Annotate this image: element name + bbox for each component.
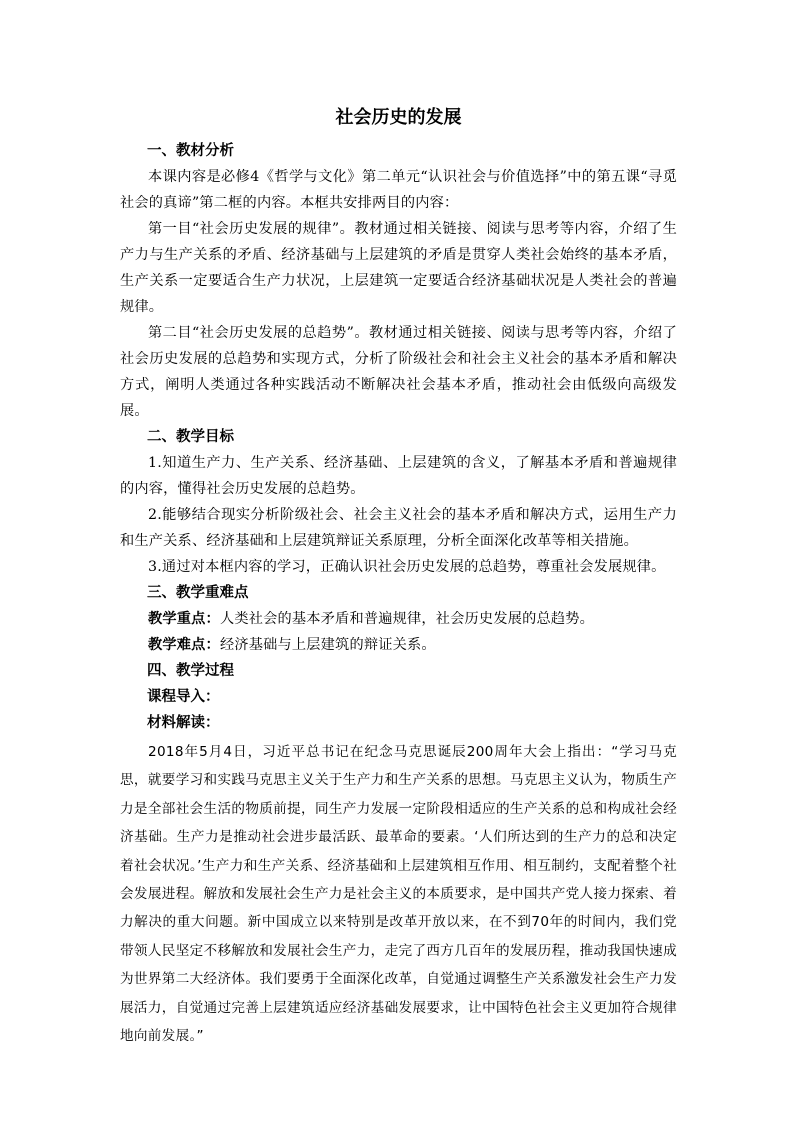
- material-reading-label: 材料解读：: [147, 714, 220, 731]
- difficult-point-label: 教学难点：: [148, 637, 220, 653]
- goal-item: 1.知道生产力、生产关系、经济基础、上层建筑的含义，了解基本矛盾和普遍规律的内容，懂得社会历史发展的总趋势。: [120, 455, 677, 497]
- material-quote: 2018年5月4日，习近平总书记在纪念马克思诞辰200周年大会上指出：“学习马克思，就要学习和实践马克思主义关于生产力和生产关系的思想。马克思主义认为，物质生产力是全部社会生活的物质前提，同生产力发展一定阶段相适应的生产关系的总和构成社会经济基础。生产力是推动社会进步最活跃、最革命的要素。‘人们所达到的生产力的总和决定着社会状况。’生产力和生产关系、经济基础和上层建筑相互作用、相互制约，支配着整个社会发展进程。解放和发展社会生产力是社会主义的本质要求，是中国共产党人接力探索、着力解决的重大问题。新中国成立以来特别是改革开放以来，在不到70年的时间内，我们党带领人民坚定不移解放和发展社会生产力，走完了西方几百年的发展历程，推动我国快速成为世界第二大经济体。我们要勇于全面深化改革，自觉通过调整生产关系激发社会生产力发展活力，自觉通过完善上层建筑适应经济基础发展要求，让中国特色社会主义更加符合规律地向前发展。”: [120, 744, 677, 1045]
- section-heading-key-difficult-points: 三、教学重难点: [147, 584, 249, 601]
- section-heading-teaching-goals: 二、教学目标: [147, 428, 234, 445]
- paragraph: 本课内容是必修4《哲学与文化》第二单元“认识社会与价值选择”中的第五课“寻觅社会的真谛”第二框的内容。本框共安排两目的内容：: [120, 169, 677, 211]
- course-intro-label: 课程导入：: [147, 688, 220, 705]
- paragraph: 第二目“社会历史发展的总趋势”。教材通过相关链接、阅读与思考等内容，介绍了社会历史发展的总趋势和实现方式，分析了阶级社会和社会主义社会的基本矛盾和解决方式，阐明人类通过各种实践活动不断解决社会基本矛盾，推动社会由低级向高级发展。: [120, 325, 677, 419]
- page-title: 社会历史的发展: [335, 107, 462, 128]
- section-heading-teaching-process: 四、教学过程: [147, 662, 234, 679]
- difficult-point: [120, 632, 677, 658]
- section-heading-textbook-analysis: 一、教材分析: [147, 142, 234, 159]
- document-page: [120, 104, 677, 1050]
- goal-item: 2.能够结合现实分析阶级社会、社会主义社会的基本矛盾和解决方式，运用生产力和生产关系、经济基础和上层建筑辩证关系原理，分析全面深化改革等相关措施。: [120, 507, 677, 549]
- difficult-point-text: 经济基础与上层建筑的辩证关系。: [219, 637, 436, 653]
- key-point-text: 人类社会的基本矛盾和普遍规律，社会历史发展的总趋势。: [219, 611, 595, 627]
- goal-item: 3.通过对本框内容的学习，正确认识社会历史发展的总趋势，尊重社会发展规律。: [148, 559, 666, 575]
- key-point-label: 教学重点：: [148, 611, 220, 627]
- key-point: [120, 606, 677, 632]
- paragraph: 第一目“社会历史发展的规律”。教材通过相关链接、阅读与思考等内容，介绍了生产力与生产关系的矛盾、经济基础与上层建筑的矛盾是贯穿人类社会始终的基本矛盾，生产关系一定要适合生产力状况，上层建筑一定要适合经济基础状况是人类社会的普遍规律。: [120, 221, 677, 315]
